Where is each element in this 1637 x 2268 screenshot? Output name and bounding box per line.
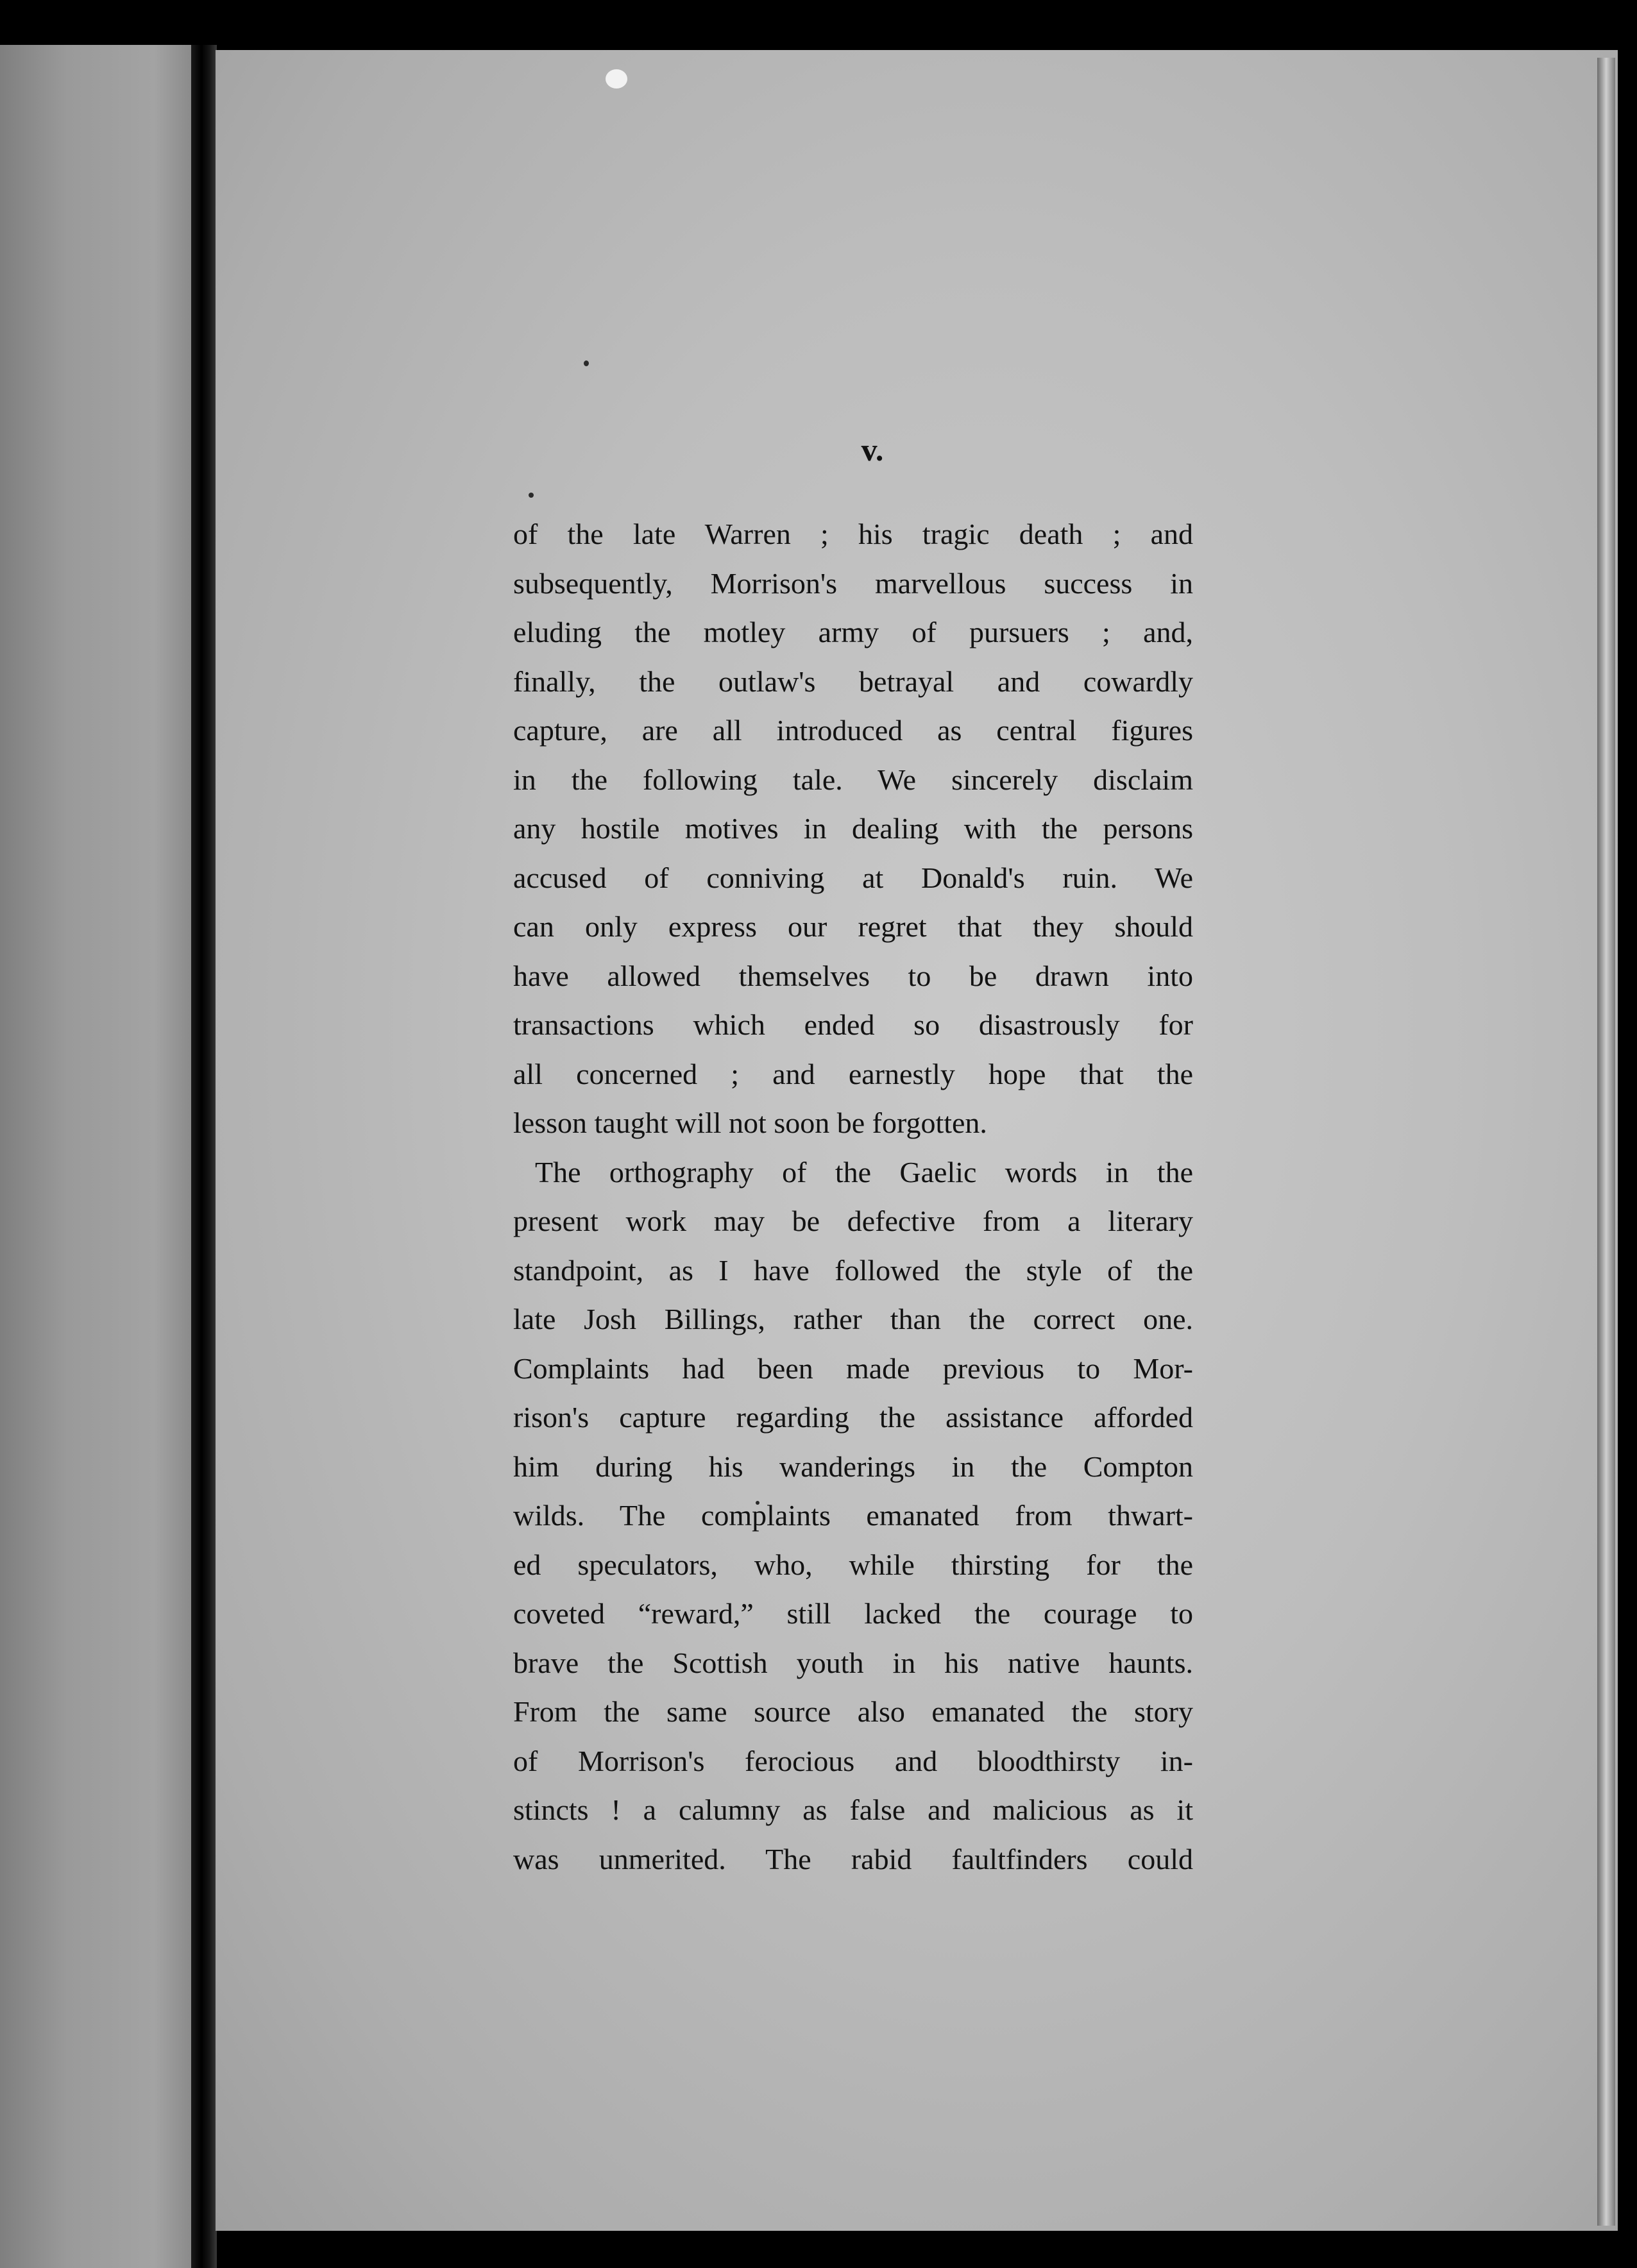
text-line: capture, are all introduced as central figures	[513, 714, 1193, 747]
text-line: eluding the motley army of pursuers ; and,	[513, 616, 1193, 648]
text-line: ed speculators, who, while thirsting for the	[513, 1548, 1193, 1581]
text-line: coveted “reward,” still lacked the courage to	[513, 1597, 1193, 1630]
text-line: subsequently, Morrison's marvellous success in	[513, 566, 1193, 600]
text-line: late Josh Billings, rather than the correct one.	[513, 1303, 1193, 1335]
text-line: From the same source also emanated the story	[513, 1695, 1193, 1728]
text-line: in the following tale. We sincerely disclaim	[513, 763, 1193, 796]
text-line: brave the Scottish youth in his native haunts.	[513, 1646, 1193, 1679]
text-line: wilds. The complaints emanated from thwart-	[513, 1499, 1193, 1532]
dust-speck	[584, 360, 589, 366]
text-line: can only express our regret that they should	[513, 910, 1193, 943]
body-text	[513, 510, 1193, 1884]
text-line: finally, the outlaw's betrayal and cowardly	[513, 664, 1193, 698]
text-line: accused of conniving at Donald's ruin. We	[513, 861, 1193, 894]
page-edge	[1597, 58, 1615, 2226]
text-line: Complaints had been made previous to Mor-	[513, 1351, 1193, 1385]
dust-speck	[606, 69, 627, 89]
text-line: of Morrison's ferocious and bloodthirsty in-	[513, 1744, 1193, 1777]
text-line: of the late Warren ; his tragic death ; and	[513, 518, 1193, 550]
text-line: lesson taught will not soon be forgotten.	[513, 1106, 987, 1139]
paragraph-1	[513, 510, 1193, 1148]
text-line: have allowed themselves to be drawn into	[513, 959, 1193, 992]
text-line: all concerned ; and earnestly hope that the	[513, 1057, 1193, 1090]
book-gutter	[191, 45, 217, 2268]
text-line: standpoint, as I have followed the style of the	[513, 1253, 1193, 1287]
text-line: The orthography of the Gaelic words in the	[535, 1155, 1193, 1189]
text-line: transactions which ended so disastrously for	[513, 1008, 1193, 1041]
left-page	[0, 45, 192, 2268]
dust-speck	[529, 493, 534, 498]
text-line: present work may be defective from a literary	[513, 1205, 1193, 1237]
page-number: v.	[861, 432, 884, 468]
text-line: any hostile motives in dealing with the persons	[513, 812, 1193, 845]
text-line: him during his wanderings in the Compton	[513, 1450, 1193, 1483]
paragraph-2	[513, 1148, 1193, 1884]
text-line: was unmerited. The rabid faultfinders could	[513, 1842, 1193, 1875]
text-line: rison's capture regarding the assistance afforded	[513, 1401, 1193, 1434]
text-line: stincts ! a calumny as false and malicious as it	[513, 1793, 1193, 1826]
